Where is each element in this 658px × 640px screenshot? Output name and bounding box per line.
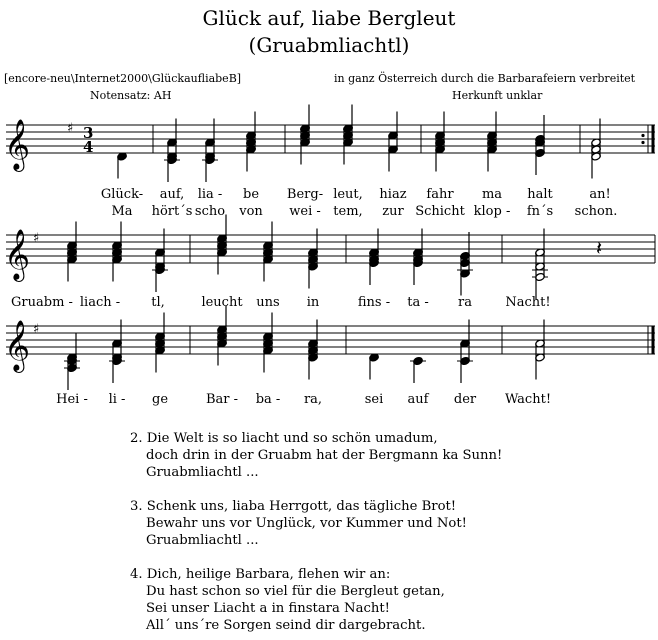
verse-line: Schenk uns, liaba Herrgott, das tägliche Brot! — [146, 499, 457, 514]
repeat-dot — [641, 134, 644, 137]
treble-clef-icon: 𝄞 — [4, 320, 31, 371]
lyric-syllable: schon. — [574, 204, 618, 219]
sharp-icon: ♯ — [33, 322, 40, 337]
time-signature-top: 3 — [83, 124, 94, 142]
song-subtitle: (Gruabmliachtl) — [248, 33, 410, 57]
lyric-syllable: auf — [407, 392, 429, 407]
provenance-note: Herkunft unklar — [452, 89, 543, 102]
lyric-syllable: ma — [481, 187, 503, 202]
lyric-syllable: scho — [194, 204, 226, 219]
verse-line: Gruabmliachtl ... — [146, 465, 259, 480]
lyric-syllable: li - — [108, 392, 126, 407]
verse-line: Die Welt is so liacht und so schön umadum, — [146, 431, 438, 446]
lyric-syllable: sei — [364, 392, 384, 407]
lyric-syllable: Berg- — [286, 187, 324, 202]
lyric-syllable: tem, — [333, 204, 363, 219]
verse-line: doch drin in der Gruabm hat der Bergmann ka Sunn! — [146, 448, 503, 463]
verse-number: 3. — [130, 499, 143, 514]
verse-2 — [130, 430, 502, 481]
lyric-syllable: halt — [527, 187, 553, 202]
lyric-syllable: Hei - — [56, 392, 88, 407]
repeat-dot — [641, 141, 644, 144]
verse-number: 4. — [130, 567, 143, 582]
lyric-syllable: ra — [458, 295, 472, 310]
treble-clef-icon: 𝄞 — [4, 119, 31, 170]
source-path: [encore-neu\Internet2000\GlückaufliabeB] — [4, 72, 242, 85]
lyric-syllable: fn´s — [526, 204, 554, 219]
verse-line: Bewahr uns vor Unglück, vor Kummer und Not! — [146, 516, 467, 531]
lyric-syllable: lia - — [197, 187, 223, 202]
lyric-syllable: von — [239, 204, 263, 219]
quarter-rest-icon: 𝄽 — [596, 236, 603, 260]
lyric-syllable: leut, — [333, 187, 363, 202]
lyric-syllable: ra, — [303, 392, 323, 407]
verse-line: All´ uns´re Sorgen seind dir dargebracht. — [146, 618, 426, 633]
lyric-syllable: ge — [151, 392, 169, 407]
lyric-syllable: liach - — [79, 295, 121, 310]
lyric-syllable: ba - — [255, 392, 281, 407]
lyric-syllable: klop - — [473, 204, 511, 219]
lyric-syllable: fahr — [426, 187, 454, 202]
lyric-syllable: tl, — [151, 295, 165, 310]
verse-line: Sei unser Liacht a in finstara Nacht! — [146, 601, 390, 616]
lyric-syllable: Schicht — [415, 204, 465, 219]
verse-line: Du hast schon so viel für die Bergleut getan, — [146, 584, 445, 599]
verse-3 — [130, 498, 467, 549]
treble-clef-icon: 𝄞 — [4, 229, 31, 280]
verse-line: Gruabmliachtl ... — [146, 533, 259, 548]
lyric-syllable: Glück- — [100, 187, 144, 202]
lyric-syllable: ta - — [407, 295, 429, 310]
lyric-syllable: wei - — [289, 204, 321, 219]
verse-4 — [130, 566, 445, 634]
lyric-syllable: Ma — [111, 204, 133, 219]
lyric-syllable: Nacht! — [505, 295, 551, 310]
lyric-syllable: Gruabm - — [11, 295, 73, 310]
lyric-syllable: der — [453, 392, 477, 407]
lyric-syllable: Bar - — [205, 392, 239, 407]
lyric-syllable: be — [242, 187, 260, 202]
lyric-syllable: leucht — [201, 295, 243, 310]
lyric-syllable: hört´s — [151, 204, 193, 219]
lyric-syllable: zur — [382, 204, 404, 219]
sharp-icon: ♯ — [67, 121, 74, 136]
time-signature-bottom: 4 — [83, 138, 94, 156]
lyric-syllable: hiaz — [379, 187, 407, 202]
origin-note: in ganz Österreich durch die Barbarafeiern verbreitet — [334, 72, 636, 85]
typesetting-credit: Notensatz: AH — [90, 89, 172, 102]
lyric-syllable: an! — [589, 187, 611, 202]
lyric-syllable: Wacht! — [504, 392, 552, 407]
song-title: Glück auf, liabe Bergleut — [202, 6, 456, 30]
verse-line: Dich, heilige Barbara, flehen wir an: — [146, 567, 391, 582]
lyric-syllable: auf, — [159, 187, 185, 202]
lyric-syllable: uns — [256, 295, 280, 310]
lyric-syllable: fins - — [357, 295, 391, 310]
sharp-icon: ♯ — [33, 231, 40, 246]
lyric-syllable: in — [306, 295, 320, 310]
verse-number: 2. — [130, 431, 143, 446]
